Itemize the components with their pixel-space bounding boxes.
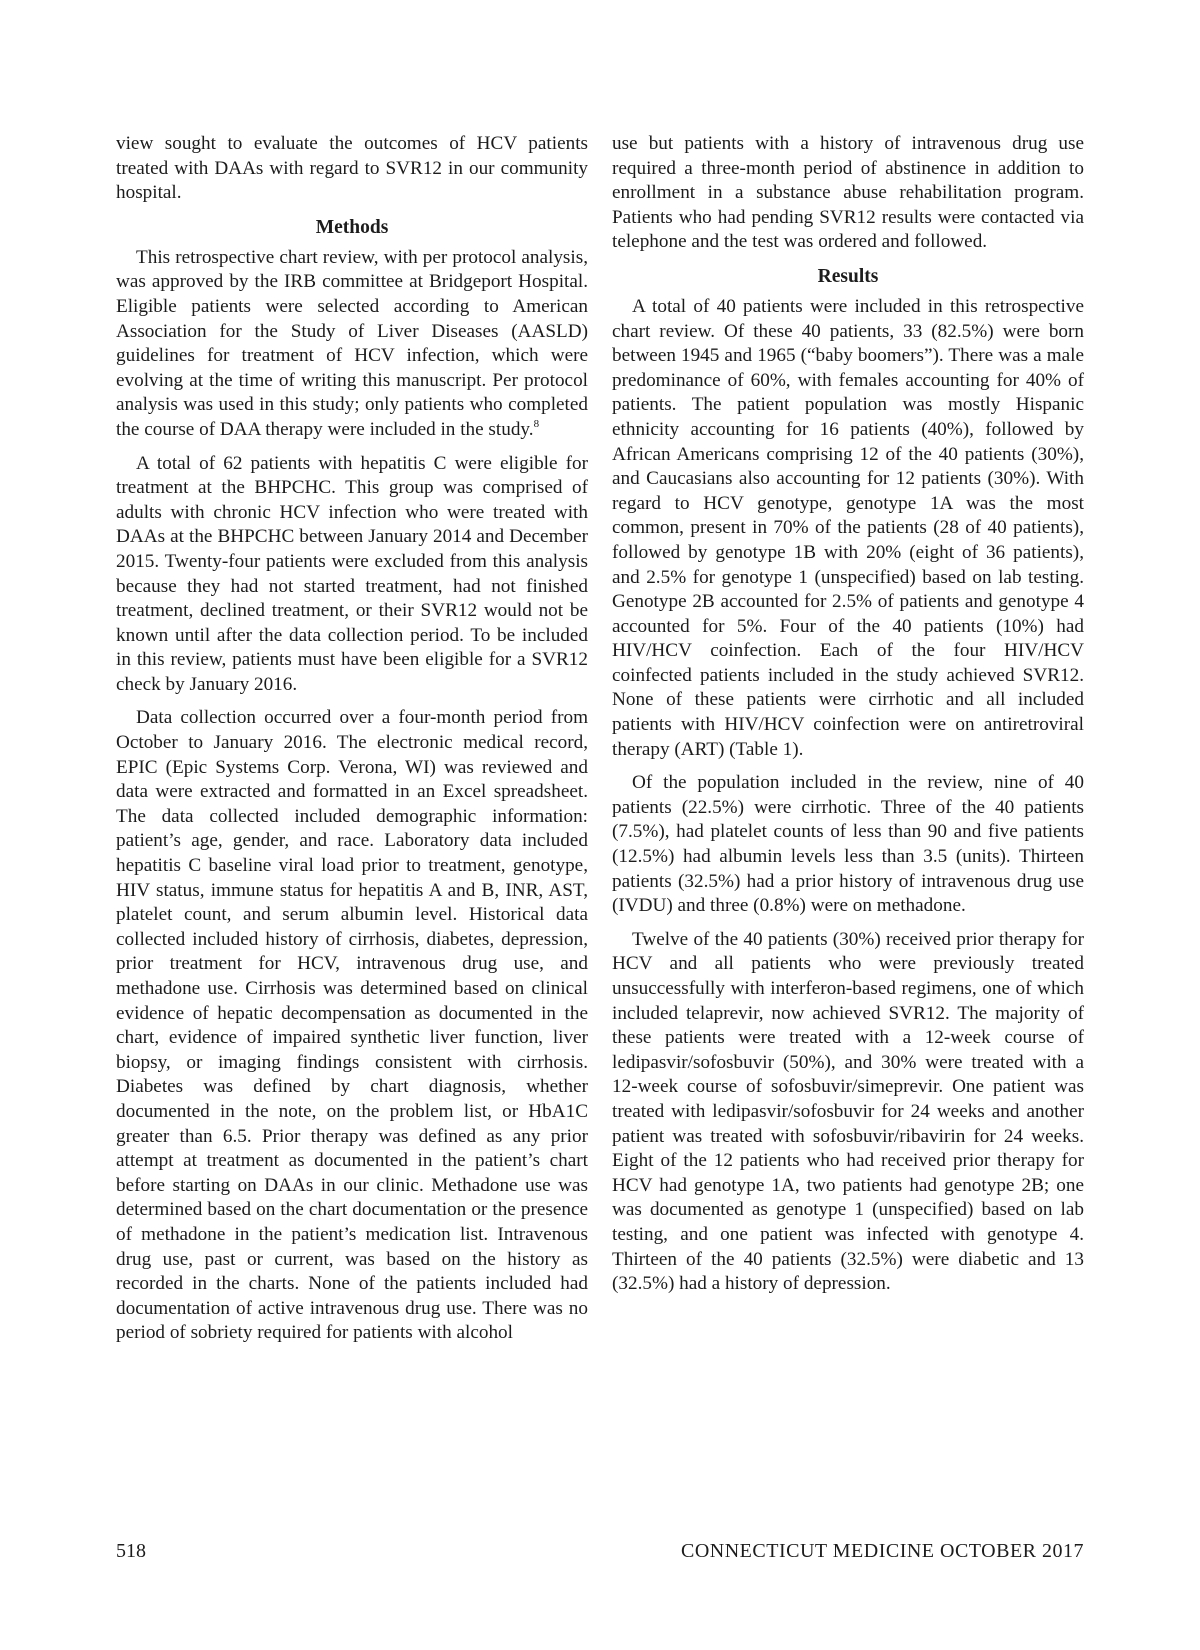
results-paragraph-1: A total of 40 patients were included in this retrospective chart review. Of these 40 patients, 33 (82.5%) were born between 1945 and 1965 (“baby boomers”). There was a male predominance of 60%, with females accounting for 40% of patients. The patient population was mostly Hispanic ethnicity accounting for 16 patients (40%), followed by African Americans comprising 12 of the 40 patients (30%), and Caucasians also accounting for 12 patients (30%). With regard to HCV genotype, genotype 1A was the most common, present in 70% of the patients (28 of 40 patients), followed by genotype 1B with 20% (eight of 36 patients), and 2.5% for genotype 1 (unspecified) based on lab testing. Genotype 2B accounted for 2.5% of patients and genotype 4 accounted for 5%. Four of the 40 patients (10%) had HIV/HCV coinfection. Each of the four HIV/HCV coinfected patients included in the study achieved SVR12. None of these patients were cirrhotic and all included patients with HIV/HCV coinfection were on antiretroviral therapy (ART) (Table 1).	[612, 295, 1084, 760]
page-number: 518	[116, 1540, 146, 1562]
methods-heading: Methods	[315, 216, 389, 238]
methods-paragraph-3: Data collection occurred over a four-month period from October to January 2016. The electronic medical record, EPIC (Epic Systems Corp. Verona, WI) was reviewed and data were extracted and formatted in an Excel spreadsheet. The data collected included demographic information: patient’s age, gender, and race. Laboratory data included hepatitis C baseline viral load prior to treatment, genotype, HIV status, immune status for hepatitis A and B, INR, AST, platelet count, and serum albumin level. Historical data collected included history of cirrhosis, diabetes, depression, prior treatment for HCV, intravenous drug use, and methadone use. Cirrhosis was determined based on clinical evidence of hepatic decompensation as documented in the chart, evidence of impaired synthetic liver function, liver biopsy, or imaging findings consistent with cirrhosis. Diabetes was defined by chart diagnosis, whether documented in the note, on the problem list, or HbA1C greater than 6.5. Prior therapy was defined as any prior attempt at treatment as documented in the patient’s chart before starting on DAAs in our clinic. Methadone use was determined based on the chart documentation or the presence of methadone in the patient’s medication list. Intravenous drug use, past or current, was based on the history as recorded in the charts. None of the patients included had documentation of active intravenous drug use. There was no period of sobriety required for patients with alcohol	[116, 707, 588, 1344]
intro-continued-paragraph: view sought to evaluate the outcomes of HCV patients treated with DAAs with regard to SVR12 in our community hospital.	[116, 133, 588, 204]
reference-8[interactable]: 8	[533, 417, 540, 430]
methods-paragraph-1-text: This retrospective chart review, with per protocol analysis, was approved by the IRB committee at Bridgeport Hospital. Eligible patients were selected according to American Association for the Study of Liver Diseases (AASLD) guidelines for treatment of HCV infection, which were evolving at the time of writing this manuscript. Per protocol analysis was used in this study; only patients who completed the course of DAA therapy were included in the study.	[116, 246, 588, 440]
results-paragraph-3: Twelve of the 40 patients (30%) received prior therapy for HCV and all patients who were previously treated unsuccessfully with interferon-based regimens, one of which included telaprevir, now achieved SVR12. The majority of these patients were treated with a 12-week course of ledipasvir/sofosbuvir (50%), and 30% were treated with a 12-week course of sofosbuvir/simeprevir. One patient was treated with ledipasvir/sofosbuvir for 24 weeks and another patient was treated with sofosbuvir/ribavirin for 24 weeks. Eight of the 12 patients who had received prior therapy for HCV had genotype 1A, two patients had genotype 2B; one was documented as genotype 1 (unspecified) based on lab testing, and one patient was infected with genotype 4. Thirteen of the 40 patients (32.5%) were diabetic and 13 (32.5%) had a history of depression.	[612, 928, 1084, 1295]
methods-paragraph-2: A total of 62 patients with hepatitis C were eligible for treatment at the BHPCHC. This group was comprised of adults with chronic HCV infection who were treated with DAAs at the BHPCHC between January 2014 and December 2015. Twenty-four patients were excluded from this analysis because they had not started treatment, had not finished treatment, declined treatment, or their SVR12 would not be known until after the data collection period. To be included in this review, patients must have been eligible for a SVR12 check by January 2016.	[116, 452, 588, 695]
results-heading: Results	[817, 265, 879, 287]
left-column	[116, 132, 588, 1355]
right-column	[612, 132, 1084, 1306]
journal-title: CONNECTICUT MEDICINE OCTOBER 2017	[681, 1540, 1084, 1562]
methods-continued-paragraph: use but patients with a history of intravenous drug use required a three-month period of abstinence in addition to enrollment in a substance abuse rehabilitation program. Patients who had pending SVR12 results were contacted via telephone and the test was ordered and followed.	[612, 133, 1084, 253]
results-paragraph-2: Of the population included in the review, nine of 40 patients (22.5%) were cirrhotic. Three of the 40 patients (7.5%), had platelet counts of less than 90 and five patients (12.5%) had albumin levels less than 3.5 (units). Thirteen patients (32.5%) had a prior history of intravenous drug use (IVDU) and three (0.8%) were on methadone.	[612, 772, 1084, 917]
methods-paragraph-1	[116, 246, 588, 443]
